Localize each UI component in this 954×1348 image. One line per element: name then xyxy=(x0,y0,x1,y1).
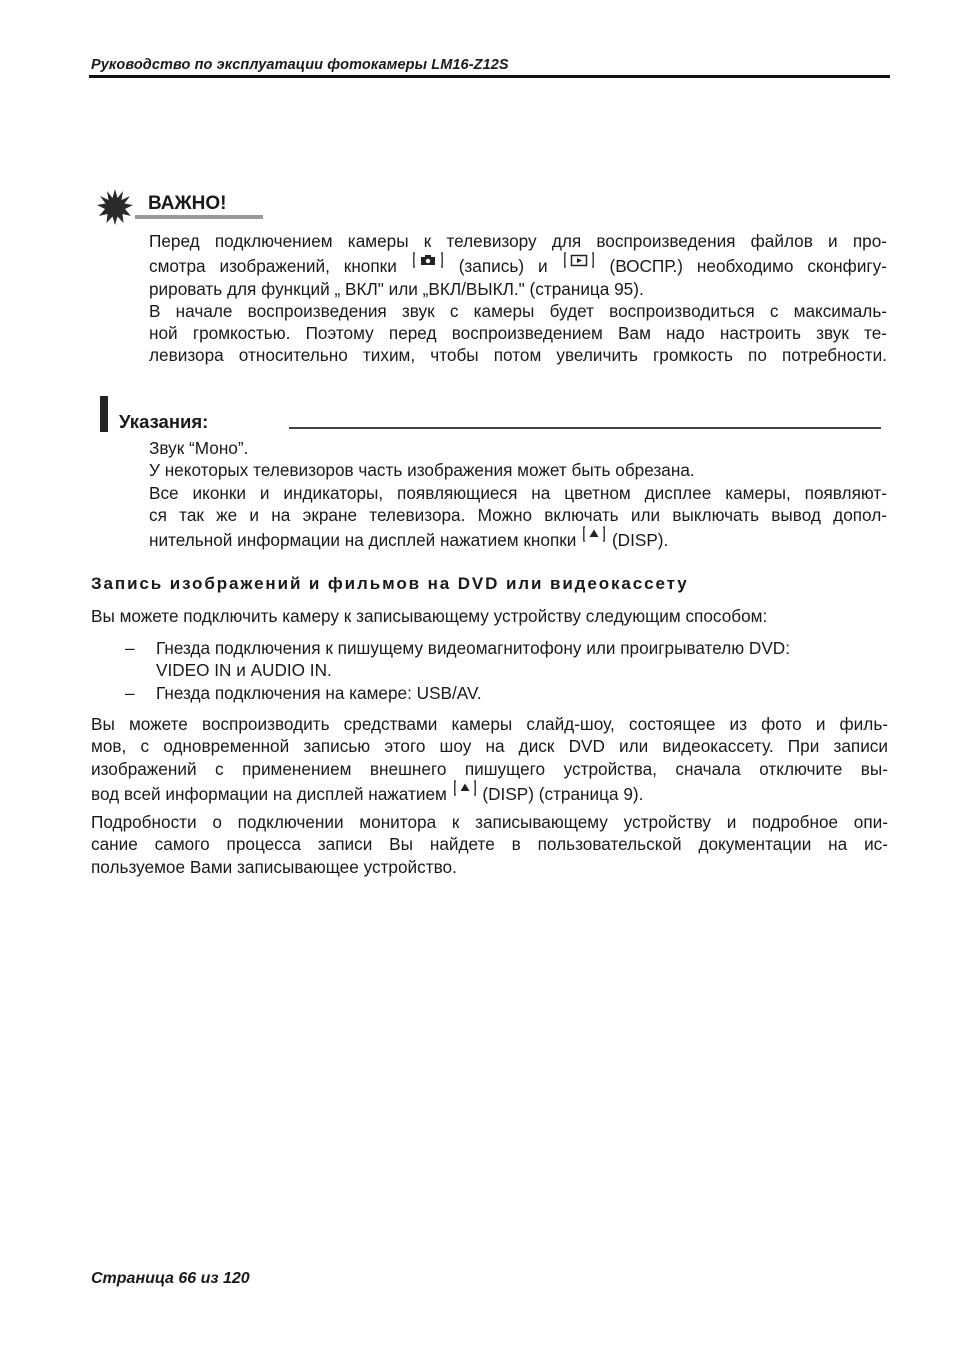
text-line: мов, с одновременной записью этого шоу на диск DVD или видеокассету. При записи xyxy=(91,736,888,757)
notes-heading: Указания: xyxy=(119,411,209,432)
text-line: Вы можете подключить камеру к записывающему устройству следующим способом: xyxy=(91,606,768,626)
header-divider xyxy=(89,75,890,78)
starburst-icon xyxy=(96,188,134,226)
camera-icon xyxy=(413,252,443,266)
page-number: Страница 66 из 120 xyxy=(91,1270,250,1287)
text-line: изображений с применением внешнего пишущего устройства, сначала отключите вы- xyxy=(91,758,888,779)
notes-marker xyxy=(100,396,108,432)
text-line: вод всей информации на дисплей нажатием (DISP) (страница 9). xyxy=(91,780,888,805)
list-item xyxy=(125,637,889,682)
recording-paragraph xyxy=(91,713,888,805)
list-item xyxy=(125,682,889,704)
text-line: Вы можете воспроизводить средствами камеры слайд-шоу, состоящее из фото и филь- xyxy=(91,714,888,734)
notes-text xyxy=(149,437,887,551)
important-underline xyxy=(135,215,263,219)
list-dash: – xyxy=(125,638,135,658)
text-line: нительной информации на дисплей нажатием кнопки (DISP). xyxy=(149,526,887,551)
text-line: Все иконки и индикаторы, появляющиеся на цветном дисплее камеры, появляют- xyxy=(149,482,887,503)
text-line: ся так же и на экране телевизора. Можно включать или выключать вывод допол- xyxy=(149,504,887,525)
section-intro xyxy=(91,605,888,627)
up-arrow-icon xyxy=(454,780,476,794)
text-line: Гнезда подключения на камере: USB/AV. xyxy=(156,682,482,703)
text-line: Перед подключением камеры к телевизору для воспроизведения файлов и про- xyxy=(149,231,887,251)
text-line: В начале воспроизведения звук с камеры будет воспроизводиться с максималь- xyxy=(149,300,887,321)
text-line: левизора относительно тихим, чтобы потом увеличить громкость по потребности. xyxy=(149,345,887,366)
list-dash: – xyxy=(125,682,135,703)
text-line: У некоторых телевизоров часть изображения может быть обрезана. xyxy=(149,460,695,481)
important-text xyxy=(149,230,887,367)
text-line: Звук “Моно”. xyxy=(149,438,249,458)
text-line: пользуемое Вами записывающее устройство. xyxy=(91,856,457,877)
text-line: VIDEO IN и AUDIO IN. xyxy=(156,660,332,681)
section-heading: Запись изображений и фильмов на DVD или видеокассету xyxy=(91,574,689,593)
text-line: ной громкостью. Поэтому перед воспроизведением Вам надо настроить звук те- xyxy=(149,323,887,344)
text-line: Подробности о подключении монитора к записывающему устройству и подробное опи- xyxy=(91,812,888,832)
text-line: смотра изображений, кнопки (запись) и (ВОСПР.) необходимо сконфигу- xyxy=(149,252,887,277)
up-arrow-icon xyxy=(583,526,605,540)
text-line: Гнезда подключения к пишущему видеомагнитофону или проигрывателю DVD: xyxy=(156,638,790,658)
connector-list xyxy=(125,637,889,704)
document-header-title: Руководство по эксплуатации фотокамеры LM16-Z12S xyxy=(91,57,509,73)
play-icon xyxy=(564,252,594,266)
notes-divider xyxy=(289,427,881,429)
text-line: рировать для функций „ ВКЛ" или „ВКЛ/ВЫКЛ." (страница 95). xyxy=(149,278,644,299)
text-line: сание самого процесса записи Вы найдете в пользовательской документации на ис- xyxy=(91,834,888,855)
details-paragraph xyxy=(91,811,888,878)
important-heading: ВАЖНО! xyxy=(148,193,227,214)
